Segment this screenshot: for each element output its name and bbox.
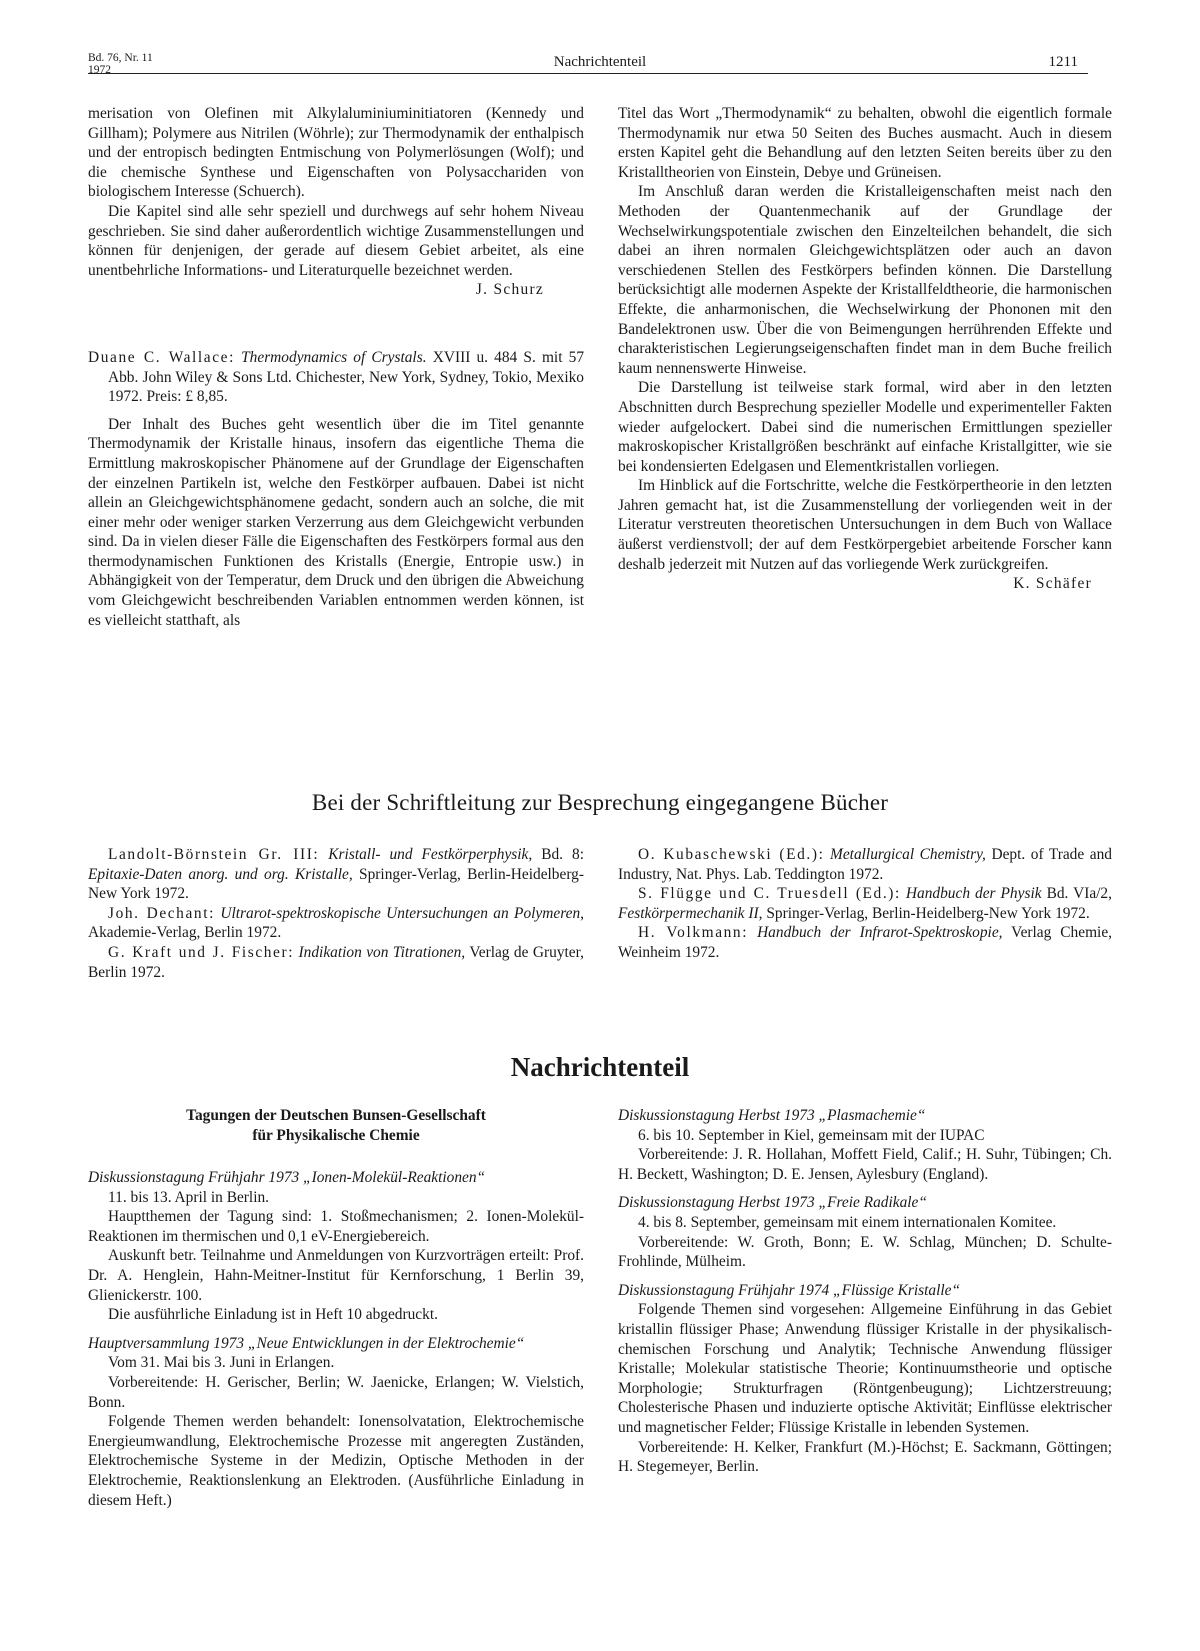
book-publisher: Dept. of Trade and Industry, Nat. Phys. Lab. Teddington 1972. [618,846,1112,883]
book-author: Duane C. Wallace: [88,348,235,366]
book-publisher: Springer-Verlag, Berlin-Heidelberg-New York 1972. [766,904,1090,922]
event-text: Vorbereitende: W. Groth, Bonn; E. W. Schlag, München; D. Schulte-Frohlinde, Mülheim. [618,1233,1112,1271]
book-author: Landolt-Börnstein Gr. III: [108,846,320,863]
book-title: Metallurgical Chemistry, [830,846,986,863]
books-list-left [88,845,584,982]
book-publisher: Springer-Verlag, Berlin-Heidelberg-New York 1972. [88,865,584,903]
event-text: Vorbereitende: H. Gerischer, Berlin; W. Jaenicke, Erlangen; W. Vielstich, Bonn. [88,1373,584,1411]
review-para: Titel das Wort „Thermodynamik“ zu behalten, obwohl die eigentlich formale Thermodynamik nur etwa 50 Seiten des Buches ausmacht. Auch in diesem ersten Kapitel geht die Behandlung auf den letzten Seiten bereits über zu den Kristalltheorien von Einstein, Debye und Grüneisen. [618,105,1112,181]
event-title: Diskussionstagung Herbst 1973 „Freie Radikale“ [618,1194,927,1212]
subheading-line: Tagungen der Deutschen Bunsen-Gesellschaft [186,1107,486,1124]
book-entry [88,904,584,943]
event-text: Vorbereitende: H. Kelker, Frankfurt (M.)-Höchst; E. Sackmann, Göttingen; H. Stegemeyer, Berlin. [618,1438,1112,1476]
running-title: Nachrichtenteil [553,54,647,70]
news-heading: Nachrichtenteil [510,1052,690,1082]
book-author: H. Volkmann: [638,924,749,942]
news-subheading [88,1106,584,1146]
books-received-heading: Bei der Schriftleitung zur Besprechung eingegangene Bücher [311,790,889,815]
book-entry [88,943,584,982]
book-title: Festkörpermechanik II, [618,904,763,922]
event-date: 11. bis 13. April in Berlin. [108,1188,270,1206]
book-author: G. Kraft und J. Fischer: [108,943,295,961]
page-number: 1211 [1048,54,1078,70]
review-continuation-para: merisation von Olefinen mit Alkylaluminiuminitiatoren (Kennedy und Gillham); Polymere aus Nitrilen (Wöhrle); zur Thermodynamik der enthalpisch und der entropisch bedingten Entmischung von Polymerlösungen (Wolf); und die chemische Synthese und Eigenschaften von Polysacchariden von biologischem Interesse (Schuerch). [88,105,584,201]
reviewer-signature: J. Schurz [475,281,544,299]
book-biblio: XVIII u. 484 S. mit 57 Abb. John Wiley & Sons Ltd. Chichester, New York, Sydney, Tokio, Mexiko 1972. Preis: £ 8,85. [108,348,585,406]
event-text: Vorbereitende: J. R. Hollahan, Moffett Field, Calif.; H. Suhr, Tübingen; Ch. H. Beckett, Washington; D. E. Jensen, Aylesbury (England). [618,1146,1112,1183]
book-publisher: Akademie-Verlag, Berlin 1972. [88,924,282,942]
book-volume: Bd. 8: [541,846,584,863]
event-date: Vom 31. Mai bis 3. Juni in Erlangen. [108,1354,335,1372]
reviewer-signature: K. Schäfer [1013,575,1092,593]
book-volume: Bd. VIa/2, [1046,885,1112,903]
book-entry [618,884,1112,923]
review-para: Der Inhalt des Buches geht wesentlich über die im Titel genannte Thermodynamik der Kristalle hinaus, insofern das eigentliche Thema die Ermittlung makroskopischer Phänomene auf der Grundlage der Eigenschaften der einzelnen Partikeln ist, welche den Festkörper aufbauen. Dabei ist nicht allein an Gleichgewichtsphänomene gedacht, sondern auch an solche, die mit einer mehr oder weniger starken Verzerrung aus dem Gleichgewicht verbunden sind. Da in vielen dieser Fälle die Eigenschaften des Festkörpers formal aus den thermodynamischen Funktionen des Kristalls (Energie, Entropie usw.) in Abhängigkeit von der Temperatur, dem Druck und den übrigen die Abweichung vom Gleichgewicht beschreibenden Variablen entnommen werden können, ist es vielleicht statthaft, als [88,415,584,629]
review-para: Im Hinblick auf die Fortschritte, welche die Festkörpertheorie in den letzten Jahren gemacht hat, ist die Zusammenstellung der vorliegenden weit in der Literatur verstreuten theoretischen Untersuchungen in dem Buch von Wallace äußerst verdienstvoll; der auf dem Festkörpergebiet arbeitende Forscher kann deshalb jederzeit mit Nutzen auf das vorliegende Werk zurückgreifen. [618,477,1112,573]
book-entry [618,845,1112,884]
books-list-right [618,845,1112,963]
year-line: 1972 [88,64,111,76]
review-para: Im Anschluß daran werden die Kristalleigenschaften meist nach den Methoden der Quantenmechanik auf der Grundlage der Wechselwirkungspotentiale zwischen den Einzelteilchen behandelt, die sich dabei an ihren normalen Gleichgewichtsplätzen oder auch an davon verschiedenen Stellen des Festkörpers befinden können. Die Darstellung berücksichtigt alle modernen Aspekte der Kristallfeldtheorie, die harmonischen Effekte, die anharmonischen, die Wechselwirkung der Phononen mit den Bandelektronen usw. Über die von Beimengungen herrührenden Effekte und charakteristischen Legierungseigenschaften findet man in dem Buche freilich kaum nennenswerte Hinweise. [618,183,1112,377]
book-title: Handbuch der Infrarot-Spektroskopie, [757,924,1003,942]
review-para: Die Darstellung ist teilweise stark formal, wird aber in den letzten Abschnitten durch Besprechung spezieller Modelle und experimenteller Fakten wieder aufgelockert. Dabei sind die numerischen Ermittlungen spezieller makroskopischer Kristallgrößen beschränkt auf einfache Kristallgitter, wie sie bei kondensierten Edelgasen und Elementkristallen vorliegen. [618,379,1112,475]
book-entry [618,923,1112,962]
event-text: Hauptthemen der Tagung sind: 1. Stoßmechanismen; 2. Ionen-Molekül-Reaktionen im thermischen und 0,1 eV-Energiebereich. [88,1208,584,1245]
event-title: Hauptversammlung 1973 „Neue Entwicklungen in der Elektrochemie“ [88,1334,525,1352]
event-text: Folgende Themen werden behandelt: Ionensolvatation, Elektrochemische Energieumwandlung, Elektrochemische Prozesse mit angeregten Zuständen, Elektrochemische Systeme in der Medizin, Optische Methoden in der Elektrochemie, Reaktionslenkung an Elektroden. (Ausführliche Einladung in diesem Heft.) [88,1413,584,1509]
book-publisher: Verlag de Gruyter, Berlin 1972. [88,943,584,981]
book-title: Epitaxie-Daten anorg. und org. Kristalle, [88,865,353,883]
review-column-right [618,104,1112,594]
book-title: Handbuch der Physik [905,885,1042,903]
book-author: O. Kubaschewski (Ed.): [638,846,825,863]
event-date: 6. bis 10. September in Kiel, gemeinsam mit der IUPAC [638,1126,985,1144]
book-title: Thermodynamics of Crystals. [241,348,427,366]
book-author: S. Flügge und C. Truesdell (Ed.): [638,885,901,903]
event-text: Auskunft betr. Teilnahme und Anmeldungen von Kurzvorträgen erteilt: Prof. Dr. A. Henglein, Hahn-Meitner-Institut für Kernforschung, 1 Berlin 39, Glienickerstr. 100. [88,1247,584,1304]
event-title: Diskussionstagung Frühjahr 1973 „Ionen-Molekül-Reaktionen“ [88,1169,486,1186]
book-title: Kristall- und Festkörperphysik, [328,846,533,863]
book-author: Joh. Dechant: [108,904,215,922]
event-title: Diskussionstagung Frühjahr 1974 „Flüssige Kristalle“ [618,1281,961,1299]
review-continuation-para: Die Kapitel sind alle sehr speziell und durchwegs auf sehr hohem Niveau geschrieben. Sie sind daher außerordentlich wichtige Zusammenstellungen und können für denjenigen, der gerade auf diesem Gebiet arbeitet, als eine unentbehrliche Informations- und Literaturquelle bezeichnet werden. [88,202,584,279]
volume-line: Bd. 76, Nr. 11 [88,52,153,64]
event-text: Folgende Themen sind vorgesehen: Allgemeine Einführung in das Gebiet kristallin flüssiger Phase; Anwendung flüssiger Kristalle in der physikalisch-chemischen Forschung und Analytik; Technische Anwendung flüssiger Kristalle; Molekular statistische Theorie; Kontinuumstheorie und optische Morphologie; Strukturfragen (Röntgenbeugung); Lichtzerstreuung; Cholesterische Phasen und induzierte optische Aktivität; Einflüsse elektrischer und magnetischer Felder; Flüssige Kristalle in lebenden Systemen. [618,1301,1112,1436]
review-column-left [88,104,584,630]
subheading-line: für Physikalische Chemie [252,1127,420,1144]
book-title: Ultrarot-spektroskopische Untersuchungen an Polymeren, [220,904,584,922]
news-column-left [88,1168,584,1510]
book-citation [88,348,584,407]
header-rule [88,73,1088,74]
event-text: Die ausführliche Einladung ist in Heft 10 abgedruckt. [108,1306,438,1324]
news-column-right [618,1106,1112,1477]
book-publisher: Verlag Chemie, Weinheim 1972. [618,924,1113,961]
book-title: Indikation von Titrationen, [298,943,466,961]
book-entry [88,845,584,904]
event-title: Diskussionstagung Herbst 1973 „Plasmachemie“ [618,1107,926,1124]
event-date: 4. bis 8. September, gemeinsam mit einem internationalen Komitee. [638,1213,1057,1231]
